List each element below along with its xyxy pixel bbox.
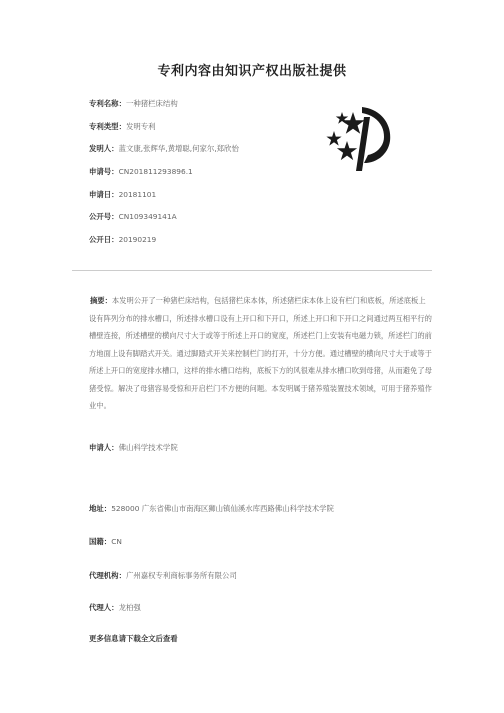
meta-value: 20181101 (118, 189, 157, 199)
agency-label: 代理机构： (89, 571, 126, 580)
abstract-text: 本发明公开了一种猪栏床结构，包括猪栏床本体，所述猪栏床本体上设有栏门和底板，所述底板上设有阵列分布的排水槽口，所述排水槽口设有上开口和下开口，所述上开口和下开口之间通过两互相平行的槽壁连接，所述槽壁的横向尺寸大于或等于所述上开口的宽度，所述栏门上安装有电磁力锁，所述栏门的前方地面上设有脚踏式开关。通过脚踏式开关来控制栏门的打开，十分方便。通过槽壁的横向尺寸大于或等于所述上开口的宽度排水槽口，这样的排水槽口结构，底板下方的风很难从排水槽口吹到母猪，从而避免了母猪受惊。解决了母猪容易受惊和开启栏门不方便的问题。本发明属于猪养殖装置技术领域，可用于猪养殖作业中。 (89, 296, 432, 410)
meta-label: 申请日： (89, 189, 119, 199)
star-icon (326, 131, 341, 146)
agent-row (89, 602, 141, 613)
country-value: CN (111, 537, 122, 546)
meta-row-application-number (89, 166, 239, 189)
meta-value: CN109349141A (118, 212, 177, 222)
meta-label: 发明人： (89, 144, 119, 154)
meta-row-publication-number (89, 211, 239, 234)
section-divider (72, 270, 432, 271)
meta-row-type (89, 121, 239, 144)
address-row (89, 503, 334, 514)
meta-row-inventors (89, 143, 239, 166)
meta-value: 一种猪栏床结构 (125, 99, 178, 108)
agency-row (89, 570, 237, 581)
meta-label: 公开日： (89, 235, 119, 245)
address-label: 地址： (89, 504, 112, 513)
meta-row-application-date (89, 189, 239, 212)
agent-value: 龙柏强 (118, 603, 141, 612)
more-info-link[interactable]: 更多信息请下载全文后查看 (89, 634, 178, 643)
patent-meta (89, 98, 239, 257)
applicant-value: 佛山科学技术学院 (118, 443, 178, 452)
abstract (89, 292, 432, 415)
page-title: 专利内容由知识产权出版社提供 (157, 64, 347, 79)
meta-value: 发明专利 (125, 121, 156, 131)
country-row (89, 536, 122, 547)
meta-value: 20190219 (118, 235, 157, 245)
emblem-stroke-icon (356, 117, 370, 171)
meta-row-publication-date (89, 234, 239, 257)
agency-value: 广州嘉权专利商标事务所有限公司 (125, 571, 237, 580)
address-value: 528000 广东省佛山市南海区狮山镇仙溪水库西路佛山科学技术学院 (111, 504, 334, 513)
abstract-label: 摘要： (90, 296, 112, 305)
meta-value: 蓝文康,张辉华,黄增聪,何家尔,郑欣怡 (118, 144, 239, 154)
meta-label: 公开号： (89, 212, 119, 222)
country-label: 国籍： (89, 537, 112, 546)
star-icon (337, 141, 357, 160)
meta-label: 申请号： (89, 167, 119, 177)
meta-label: 专利名称： (89, 99, 126, 108)
agent-label: 代理人： (89, 603, 119, 612)
applicant-label: 申请人： (89, 443, 119, 452)
meta-label: 专利类型： (89, 121, 126, 131)
meta-value: CN201811293896.1 (118, 167, 193, 177)
meta-row-name (89, 98, 239, 121)
publisher-stars-logo-icon (318, 103, 398, 173)
applicant-row (89, 442, 178, 453)
